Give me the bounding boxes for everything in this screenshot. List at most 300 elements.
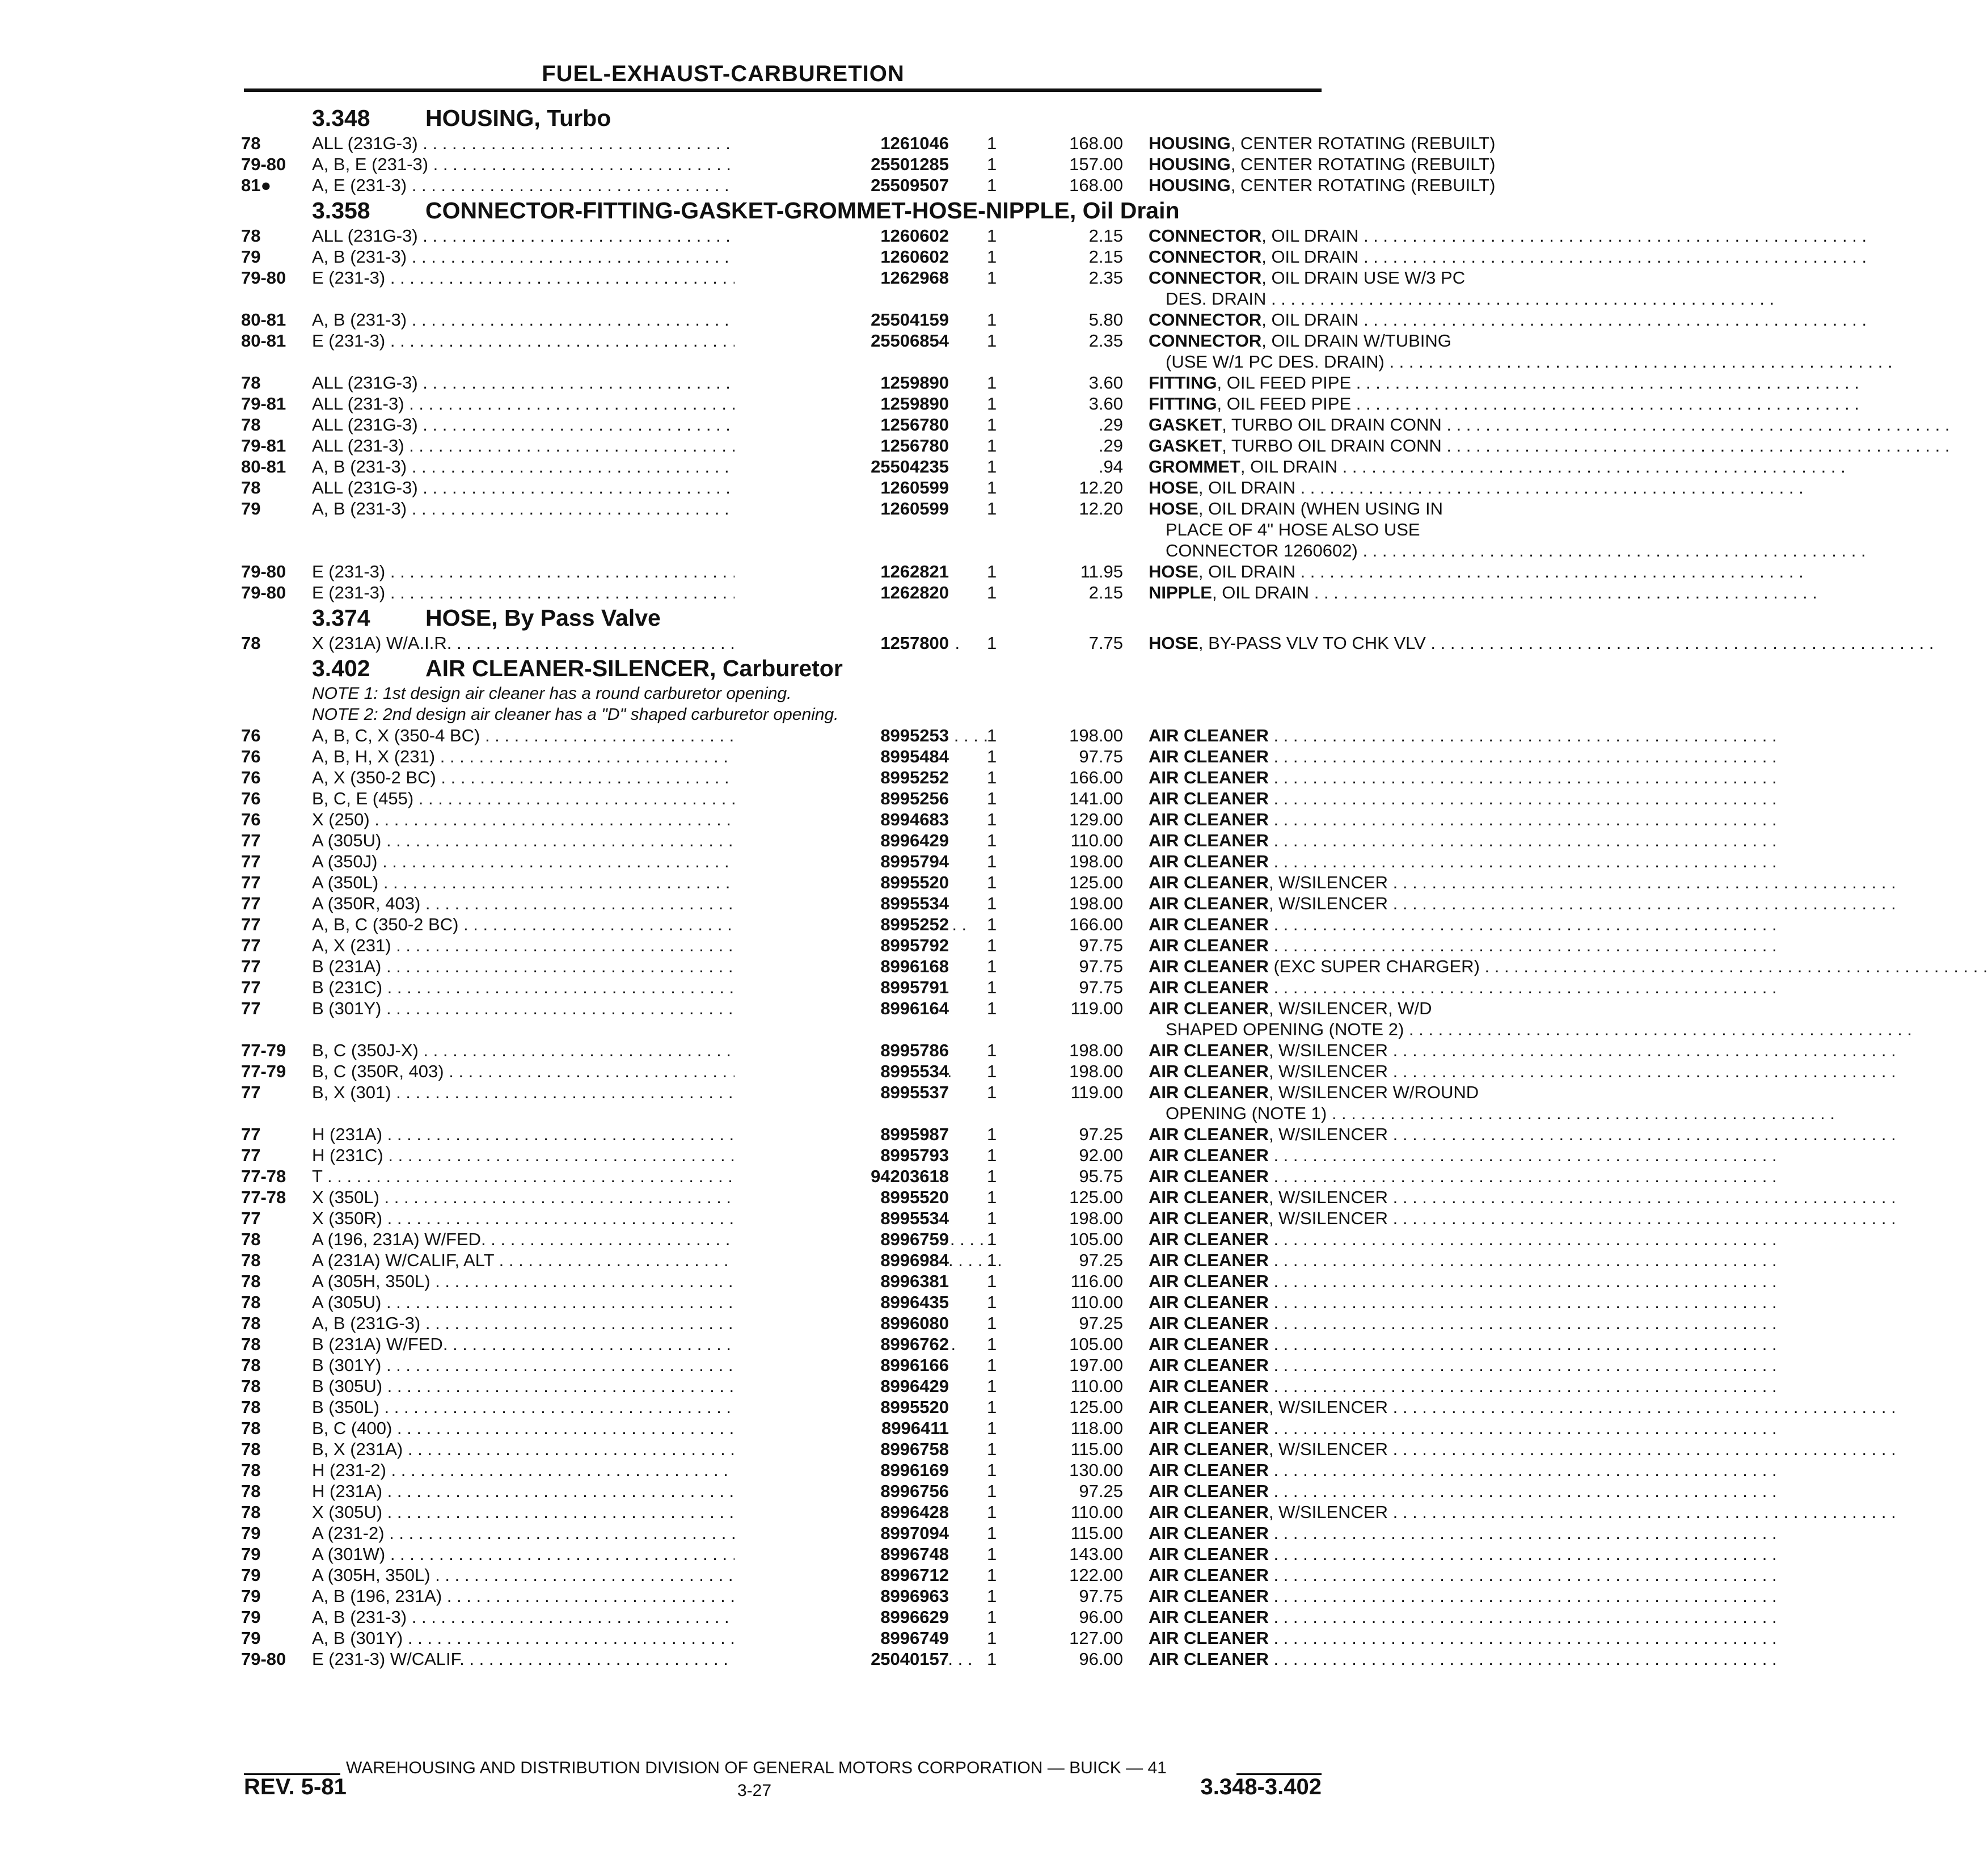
application: A, B (231-3) . . . — [312, 1607, 856, 1628]
price: 115.00 — [1070, 1523, 1123, 1543]
description-name: FITTING — [1149, 394, 1217, 414]
description — [1149, 809, 1557, 830]
description-detail: , W/SILENCER — [1268, 1208, 1388, 1228]
description — [1149, 1061, 1557, 1082]
model-year: 79-81 — [241, 436, 286, 456]
table-row — [241, 633, 1426, 653]
description — [1149, 1607, 1557, 1628]
application: E (231-3) W/CALIF. . . . — [312, 1648, 856, 1669]
model-year: 78 — [241, 1271, 261, 1291]
application: E (231-3) . . . — [312, 330, 856, 351]
application: B (301Y) . . . — [312, 998, 856, 1019]
price: 125.00 — [1069, 872, 1123, 892]
description — [1149, 872, 1557, 893]
price: 168.00 — [1069, 133, 1123, 153]
price: .29 — [1098, 436, 1123, 456]
application: B (305U) . . . — [312, 1376, 856, 1397]
table-row — [241, 154, 1496, 175]
application: B, C (350R, 403) . . . — [312, 1061, 856, 1082]
table-row — [241, 456, 1337, 477]
model-year: 78 — [241, 633, 261, 653]
quantity: 1 — [987, 1145, 997, 1165]
table-row — [241, 1040, 1388, 1061]
table-row — [241, 1292, 1324, 1313]
description-name: AIR CLEANER — [1149, 1544, 1269, 1564]
table-row — [241, 914, 1324, 935]
model-year: 79-80 — [241, 268, 286, 288]
price: 110.00 — [1070, 830, 1123, 850]
description-detail: , W/SILENCER — [1268, 1124, 1388, 1144]
table-row — [241, 1418, 1324, 1439]
description — [1149, 1397, 1557, 1418]
description-name: AIR CLEANER — [1149, 1082, 1269, 1102]
part-number: 8995534 — [735, 893, 949, 914]
section-title — [425, 103, 611, 133]
part-number: 1262968 — [735, 267, 949, 288]
part-number: 8996429 — [735, 830, 949, 851]
section-title-main: HOUSING — [425, 105, 534, 131]
description — [1149, 1502, 1557, 1523]
description — [1149, 1628, 1557, 1648]
price: 168.00 — [1069, 175, 1123, 195]
quantity: 1 — [987, 747, 997, 766]
quantity: 1 — [987, 1250, 997, 1270]
description-detail: , BY-PASS VLV TO CHK VLV — [1198, 633, 1426, 653]
section-title — [425, 653, 843, 683]
part-number: 8996749 — [735, 1628, 949, 1648]
description-detail: , TURBO OIL DRAIN CONN — [1222, 436, 1442, 456]
description-name: AIR CLEANER — [1149, 1565, 1269, 1585]
part-number: 8995520 — [735, 872, 949, 893]
quantity: 1 — [987, 1481, 997, 1501]
description — [1149, 956, 1557, 977]
application: H (231C) . . . — [312, 1145, 856, 1166]
application: B (231A) W/FED. . . . — [312, 1334, 856, 1355]
part-number: 8996411 — [735, 1418, 949, 1439]
description — [1149, 175, 1557, 196]
application: ALL (231-3) . . . — [312, 435, 856, 456]
section-heading — [241, 103, 1324, 133]
part-number: 1260602 — [735, 246, 949, 267]
description — [1149, 1586, 1557, 1607]
application: A (231A) W/CALIF, ALT . . . — [312, 1250, 856, 1271]
quantity: 1 — [987, 830, 997, 850]
quantity: 1 — [987, 1523, 997, 1543]
footer-publisher: WAREHOUSING AND DISTRIBUTION DIVISION OF GENERAL MOTORS CORPORATION — BUICK — 41 — [346, 1759, 1167, 1777]
section-title-sub: , By Pass Valve — [491, 605, 661, 631]
price: 110.00 — [1070, 1502, 1123, 1522]
application: B, X (301) . . . — [312, 1082, 856, 1103]
section-title — [425, 196, 1180, 225]
table-row-continuation — [241, 540, 1358, 561]
section-heading — [241, 196, 1324, 225]
description-detail: , W/SILENCER — [1268, 893, 1388, 913]
description-name: AIR CLEANER — [1149, 1376, 1269, 1396]
application: A, B (231-3) . . . — [312, 309, 856, 330]
section-title-sub: , Carburetor — [710, 655, 843, 681]
model-year: 79 — [241, 499, 261, 518]
table-row — [241, 830, 1324, 851]
part-number: 8996435 — [735, 1292, 949, 1313]
model-year: 78 — [241, 133, 261, 153]
table-row — [241, 1439, 1388, 1460]
application: H (231A) . . . — [312, 1124, 856, 1145]
part-number: 1256780 — [735, 435, 949, 456]
application: A (350L) . . . — [312, 872, 856, 893]
part-number: 8995534 — [735, 1208, 949, 1229]
part-number: 8995791 — [735, 977, 949, 998]
description-detail: , OIL DRAIN — [1212, 583, 1310, 602]
header-rule — [244, 88, 1322, 92]
description — [1149, 851, 1557, 872]
table-row — [241, 267, 1466, 288]
description — [1149, 582, 1557, 603]
application: B (231A) . . . — [312, 956, 856, 977]
application: A, B (231-3) . . . — [312, 246, 856, 267]
model-year: 76 — [241, 789, 261, 808]
description — [1149, 330, 1557, 351]
description-name: AIR CLEANER — [1149, 935, 1269, 955]
description-name: AIR CLEANER — [1149, 1397, 1269, 1417]
table-row — [241, 133, 1496, 154]
quantity: 1 — [987, 583, 997, 602]
description-name: AIR CLEANER — [1149, 726, 1269, 745]
description-name: AIR CLEANER — [1149, 1418, 1269, 1438]
description — [1149, 830, 1557, 851]
table-row — [241, 809, 1324, 830]
model-year: 78 — [241, 1292, 261, 1312]
description — [1149, 935, 1557, 956]
part-number: 25509507 — [735, 175, 949, 196]
description-name: AIR CLEANER — [1149, 1208, 1269, 1228]
quantity: 1 — [987, 1334, 997, 1354]
description-name: HOSE — [1149, 499, 1198, 518]
description-name: AIR CLEANER — [1149, 914, 1269, 934]
description-name: AIR CLEANER — [1149, 1145, 1269, 1165]
description-detail: , OIL DRAIN — [1198, 478, 1295, 497]
description-name: CONNECTOR — [1149, 310, 1262, 330]
table-row — [241, 1313, 1324, 1334]
description-name: AIR CLEANER — [1149, 1649, 1269, 1669]
section-note: NOTE 2: 2nd design air cleaner has a "D" shaped carburetor opening. — [312, 705, 839, 724]
table-row — [241, 309, 1359, 330]
part-number: 1260602 — [735, 225, 949, 246]
price: 2.15 — [1088, 583, 1123, 602]
quantity: 1 — [987, 1649, 997, 1669]
table-row — [241, 1523, 1324, 1544]
description-name: AIR CLEANER — [1149, 809, 1269, 829]
description-detail: , OIL DRAIN — [1261, 247, 1359, 267]
table-row — [241, 1565, 1324, 1586]
table-row — [241, 1481, 1324, 1502]
price: 119.00 — [1070, 998, 1123, 1018]
quantity: 1 — [987, 1124, 997, 1144]
model-year: 78 — [241, 1460, 261, 1480]
price: 2.35 — [1088, 331, 1123, 351]
table-row — [241, 372, 1352, 393]
description-detail: , W/SILENCER — [1268, 1397, 1388, 1417]
description — [1149, 393, 1557, 414]
table-row — [241, 977, 1324, 998]
price: .29 — [1098, 415, 1123, 435]
part-number: 8996168 — [735, 956, 949, 977]
application: A (350R, 403) . . . — [312, 893, 856, 914]
quantity: 1 — [987, 633, 997, 653]
quantity: 1 — [987, 1460, 997, 1480]
quantity: 1 — [987, 935, 997, 955]
parts-listing — [241, 103, 1496, 1669]
description — [1149, 1082, 1557, 1103]
application: A (305H, 350L) . . . — [312, 1565, 856, 1586]
quantity: 1 — [987, 499, 997, 518]
price: 96.00 — [1079, 1649, 1123, 1669]
application: A, B (231G-3) . . . — [312, 1313, 856, 1334]
quantity: 1 — [987, 1376, 997, 1396]
description — [1149, 1439, 1557, 1460]
part-number: 1260599 — [735, 477, 949, 498]
description — [1149, 1418, 1557, 1439]
description-continuation: CONNECTOR 1260602) . . . — [1166, 540, 1557, 561]
description-continuation: DES. DRAIN . . . — [1166, 288, 1557, 309]
description — [1149, 1271, 1557, 1292]
model-year: 78 — [241, 1418, 261, 1438]
description-name: AIR CLEANER — [1149, 1439, 1269, 1459]
table-row — [241, 956, 1480, 977]
quantity: 1 — [987, 478, 997, 497]
model-year: 78 — [241, 1397, 261, 1417]
model-year: 76 — [241, 747, 261, 766]
part-number: 8994683 — [735, 809, 949, 830]
application: E (231-3) . . . — [312, 267, 856, 288]
model-year: 78 — [241, 373, 261, 393]
application: A, B (301Y) . . . — [312, 1628, 856, 1648]
price: 97.75 — [1079, 747, 1123, 766]
table-row — [241, 330, 1451, 351]
quantity: 1 — [987, 789, 997, 808]
description-detail: , W/SILENCER — [1268, 1040, 1388, 1060]
part-number: 8997094 — [735, 1523, 949, 1544]
table-row — [241, 851, 1324, 872]
description-name: AIR CLEANER — [1149, 830, 1269, 850]
part-number: 8995253 — [735, 725, 949, 746]
table-row — [241, 393, 1352, 414]
quantity: 1 — [987, 415, 997, 435]
part-number: 8996381 — [735, 1271, 949, 1292]
table-row — [241, 1082, 1479, 1103]
description — [1149, 1523, 1557, 1544]
price: 127.00 — [1069, 1628, 1123, 1648]
part-number: 1260599 — [735, 498, 949, 519]
description-name: AIR CLEANER — [1149, 851, 1269, 871]
application: A, B (231-3) . . . — [312, 456, 856, 477]
model-year: 78 — [241, 1481, 261, 1501]
quantity: 1 — [987, 1229, 997, 1249]
part-number: 1259890 — [735, 393, 949, 414]
description — [1149, 435, 1557, 456]
description-name: NIPPLE — [1149, 583, 1212, 602]
price: 119.00 — [1070, 1082, 1123, 1102]
description-detail: , OIL DRAIN — [1261, 226, 1359, 246]
model-year: 78 — [241, 1313, 261, 1333]
application: A (305U) . . . — [312, 830, 856, 851]
price: 97.75 — [1079, 977, 1123, 997]
description-detail: , CENTER ROTATING (REBUILT) — [1230, 175, 1496, 195]
model-year: 77-78 — [241, 1166, 286, 1186]
model-year: 78 — [241, 1355, 261, 1375]
table-row — [241, 1124, 1388, 1145]
part-number: 8996164 — [735, 998, 949, 1019]
description-name: AIR CLEANER — [1149, 1061, 1269, 1081]
description — [1149, 154, 1557, 175]
quantity: 1 — [987, 1544, 997, 1564]
description — [1149, 633, 1557, 653]
description-name: AIR CLEANER — [1149, 1166, 1269, 1186]
price: 115.00 — [1070, 1439, 1123, 1459]
price: 198.00 — [1069, 1040, 1123, 1060]
price: 105.00 — [1069, 1334, 1123, 1354]
footer-page-number: 3-27 — [737, 1781, 772, 1800]
description-name: AIR CLEANER — [1149, 1187, 1269, 1207]
description-detail: , OIL DRAIN W/TUBING — [1261, 331, 1451, 351]
part-number: 8996169 — [735, 1460, 949, 1481]
price: 157.00 — [1069, 154, 1123, 174]
description-name: GASKET — [1149, 436, 1222, 456]
part-number: 1257800 — [735, 633, 949, 653]
section-number: 3.358 — [312, 197, 370, 224]
description — [1149, 1040, 1557, 1061]
model-year: 79 — [241, 1607, 261, 1627]
quantity: 1 — [987, 268, 997, 288]
price: 166.00 — [1069, 914, 1123, 934]
price: 12.20 — [1079, 499, 1123, 518]
part-number: 8996762 — [735, 1334, 949, 1355]
quantity: 1 — [987, 726, 997, 745]
description-detail: , OIL FEED PIPE — [1217, 373, 1352, 393]
description — [1149, 1313, 1557, 1334]
model-year: 79-80 — [241, 583, 286, 602]
description — [1149, 1250, 1557, 1271]
table-row — [241, 225, 1359, 246]
model-year: 78 — [241, 1229, 261, 1249]
part-number: 25504159 — [735, 309, 949, 330]
description-continuation: SHAPED OPENING (NOTE 2) . . . — [1166, 1019, 1557, 1040]
quantity: 1 — [987, 998, 997, 1018]
quantity: 1 — [987, 373, 997, 393]
section-title-sub: , Oil Drain — [1069, 197, 1180, 224]
part-number: 8995256 — [735, 788, 949, 809]
description-name: AIR CLEANER — [1149, 1460, 1269, 1480]
description — [1149, 309, 1557, 330]
model-year: 77 — [241, 956, 261, 976]
application: E (231-3) . . . — [312, 561, 856, 582]
section-note: NOTE 1: 1st design air cleaner has a round carburetor opening. — [312, 684, 792, 703]
table-row — [241, 477, 1324, 498]
model-year: 77 — [241, 1124, 261, 1144]
price: 3.60 — [1088, 373, 1123, 393]
table-row-continuation — [241, 288, 1324, 309]
table-row — [241, 561, 1324, 582]
price: 129.00 — [1069, 809, 1123, 829]
description-name: HOSE — [1149, 562, 1198, 581]
description-detail: , OIL DRAIN — [1240, 457, 1337, 477]
part-number: 1262820 — [735, 582, 949, 603]
quantity: 1 — [987, 1439, 997, 1459]
part-number: 8996429 — [735, 1376, 949, 1397]
application: ALL (231G-3) . . . — [312, 133, 856, 154]
table-row — [241, 1586, 1324, 1607]
quantity: 1 — [987, 175, 997, 195]
description — [1149, 998, 1557, 1019]
footer-section-range: 3.348-3.402 — [1200, 1774, 1322, 1799]
quantity: 1 — [987, 851, 997, 871]
part-number: 8995484 — [735, 746, 949, 767]
description — [1149, 1166, 1557, 1187]
model-year: 77 — [241, 977, 261, 997]
description — [1149, 1229, 1557, 1250]
description-name: HOUSING — [1149, 133, 1231, 153]
section-title-main: CONNECTOR-FITTING-GASKET-GROMMET-HOSE-NIPPLE — [425, 197, 1070, 224]
part-number: 8995252 — [735, 767, 949, 788]
table-row — [241, 725, 1324, 746]
application: X (350L) . . . — [312, 1187, 856, 1208]
description-name: HOSE — [1149, 633, 1198, 653]
description-name: AIR CLEANER — [1149, 768, 1269, 787]
description-name: AIR CLEANER — [1149, 872, 1269, 892]
description — [1149, 414, 1557, 435]
quantity: 1 — [987, 977, 997, 997]
application: H (231-2) . . . — [312, 1460, 856, 1481]
quantity: 1 — [987, 394, 997, 414]
description — [1149, 746, 1557, 767]
price: 122.00 — [1069, 1565, 1123, 1585]
application: X (231A) W/A.I.R. . . . — [312, 633, 856, 653]
table-row — [241, 246, 1359, 267]
description — [1149, 914, 1557, 935]
description-name: AIR CLEANER — [1149, 1628, 1269, 1648]
price: 2.35 — [1088, 268, 1123, 288]
application: A, B, E (231-3) . . . — [312, 154, 856, 175]
description-name: AIR CLEANER — [1149, 1481, 1269, 1501]
quantity: 1 — [987, 226, 997, 246]
description — [1149, 767, 1557, 788]
table-row — [241, 1229, 1324, 1250]
part-number: 1259890 — [735, 372, 949, 393]
model-year: 80-81 — [241, 457, 286, 477]
description-name: AIR CLEANER — [1149, 1355, 1269, 1375]
price: 97.75 — [1079, 1586, 1123, 1606]
description-name: AIR CLEANER — [1149, 1124, 1269, 1144]
table-row-continuation — [241, 351, 1385, 372]
quantity: 1 — [987, 1355, 997, 1375]
model-year: 77 — [241, 998, 261, 1018]
section-heading — [241, 653, 1324, 683]
price: 95.75 — [1079, 1166, 1123, 1186]
application: A, E (231-3) . . . — [312, 175, 856, 196]
table-row — [241, 788, 1324, 809]
application: B (231C) . . . — [312, 977, 856, 998]
part-number: 8995520 — [735, 1397, 949, 1418]
description-name: AIR CLEANER — [1149, 1334, 1269, 1354]
application: ALL (231G-3) . . . — [312, 372, 856, 393]
description — [1149, 1460, 1557, 1481]
description-detail: , W/SILENCER — [1268, 1439, 1388, 1459]
application: A, B, H, X (231) . . . — [312, 746, 856, 767]
quantity: 1 — [987, 1166, 997, 1186]
table-row — [241, 1628, 1324, 1648]
description-name: AIR CLEANER — [1149, 747, 1269, 766]
description — [1149, 133, 1557, 154]
application: E (231-3) . . . — [312, 582, 856, 603]
